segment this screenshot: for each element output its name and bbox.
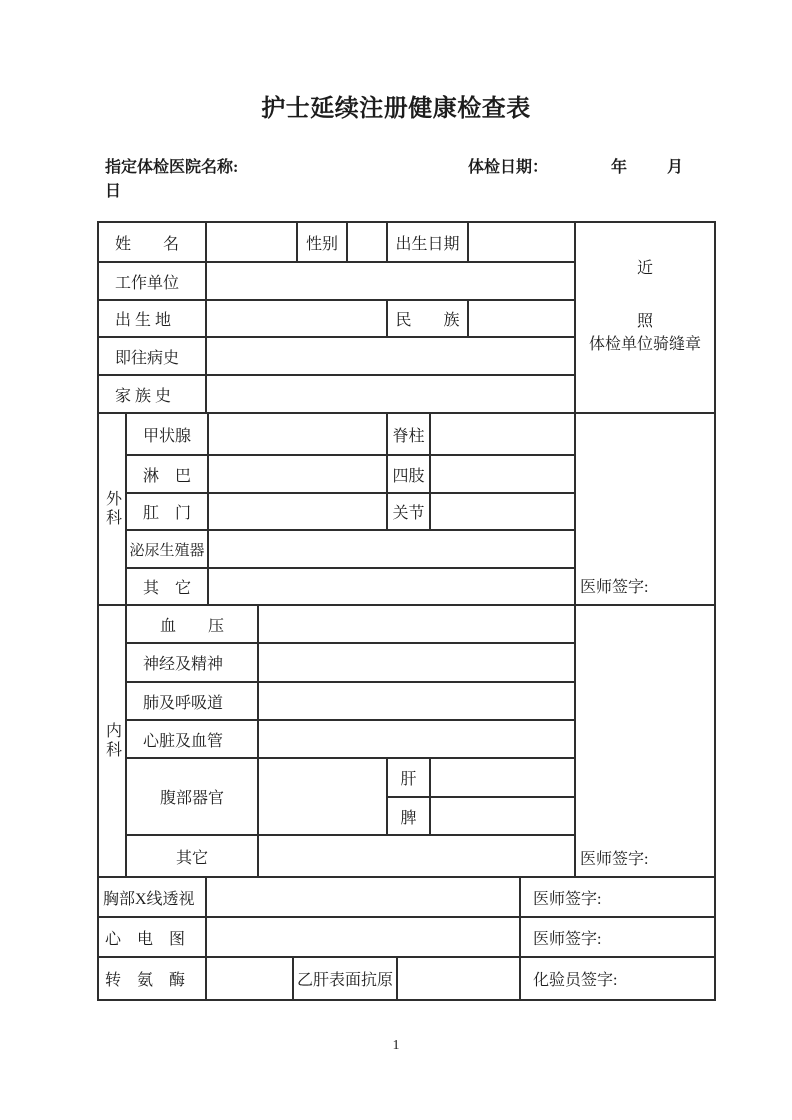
gender-label-cell: 性别 [297,222,347,262]
limbs-value-cell [430,455,575,493]
anus-label-cell: 肛 门 [126,493,208,530]
abdomen-value-cell [258,758,387,835]
internal-other-label-cell: 其它 [126,835,258,877]
thyroid-label-cell: 甲状腺 [126,413,208,455]
page-number: 1 [392,1038,400,1053]
photo-placeholder-bottom: 照 [636,313,653,330]
identity-table [97,221,716,414]
spleen-label-cell: 脾 [387,797,430,835]
abdomen-label-cell: 腹部器官 [126,758,258,835]
surgery-section-table [97,412,716,606]
alt-value-cell [206,957,293,1000]
nerve-label-cell: 神经及精神 [126,643,258,682]
birthdate-value-cell [468,222,575,262]
birthdate-label-cell: 出生日期 [387,222,468,262]
nerve-value-cell [258,643,575,682]
seal-note: 体检单位骑缝章 [588,336,701,353]
xray-value-cell [206,877,520,917]
ecg-doctor-sign-cell: 医师签字: [520,917,715,957]
urogenital-value-cell [208,530,575,568]
ecg-value-cell [206,917,520,957]
medical-history-value-cell [206,337,575,375]
hbsag-value-cell [397,957,520,1000]
heart-label-cell: 心脏及血管 [126,720,258,758]
spine-value-cell [430,413,575,455]
limbs-label-cell: 四肢 [387,455,430,493]
photo-seal-cell [575,222,715,413]
medical-history-label-cell: 即往病史 [98,337,206,375]
exam-date-label: 体检日期： [468,159,549,176]
xray-label-cell: 胸部X线透视 [98,877,206,917]
ethnicity-value-cell [468,300,575,337]
surgery-other-label-cell: 其 它 [126,568,208,605]
thyroid-value-cell [208,413,387,455]
photo-placeholder-top: 近 [636,260,653,277]
workunit-label-cell: 工作单位 [98,262,206,300]
family-history-label-cell: 家 族 史 [98,375,206,413]
birthplace-value-cell [206,300,387,337]
hospital-name-label: 指定体检医院名称: [105,159,239,176]
month-label: 月 [667,159,684,176]
lab-sign-cell: 化验员签字: [520,957,715,1000]
health-check-form-table [97,221,716,1001]
joints-value-cell [430,493,575,530]
lymph-label-cell: 淋 巴 [126,455,208,493]
birthplace-label-cell: 出 生 地 [98,300,206,337]
page-title: 护士延续注册健康检查表 [261,96,531,122]
name-label-cell: 姓 名 [98,222,206,262]
internal-doctor-sign-cell: 医师签字: [575,605,715,877]
anus-value-cell [208,493,387,530]
year-label: 年 [611,159,628,176]
surgery-section-cell [98,413,126,605]
workunit-value-cell [206,262,575,300]
internal-section-label: 内科 [103,722,121,760]
xray-doctor-sign-cell: 医师签字: [520,877,715,917]
surgery-section-label: 外科 [103,490,121,528]
internal-section-cell [98,605,126,877]
spleen-value-cell [430,797,575,835]
lung-value-cell [258,682,575,720]
lung-label-cell: 肺及呼吸道 [126,682,258,720]
hbsag-label-cell: 乙肝表面抗原 [293,957,397,1000]
heart-value-cell [258,720,575,758]
spine-label-cell: 脊柱 [387,413,430,455]
urogenital-label-cell: 泌尿生殖器 [126,530,208,568]
family-history-value-cell [206,375,575,413]
liver-label-cell: 肝 [387,758,430,797]
ethnicity-label-cell: 民 族 [387,300,468,337]
alt-label-cell: 转 氨 酶 [98,957,206,1000]
surgery-doctor-sign-cell: 医师签字: [575,413,715,605]
lymph-value-cell [208,455,387,493]
joints-label-cell: 关节 [387,493,430,530]
liver-value-cell [430,758,575,797]
bp-value-cell [258,605,575,643]
internal-section-table [97,604,716,878]
gender-value-cell [347,222,387,262]
name-value-cell [206,222,297,262]
bp-label-cell: 血 压 [126,605,258,643]
tests-table [97,876,716,1001]
internal-other-value-cell [258,835,575,877]
ecg-label-cell: 心 电 图 [98,917,206,957]
surgery-other-value-cell [208,568,575,605]
day-label: 日 [105,183,122,200]
